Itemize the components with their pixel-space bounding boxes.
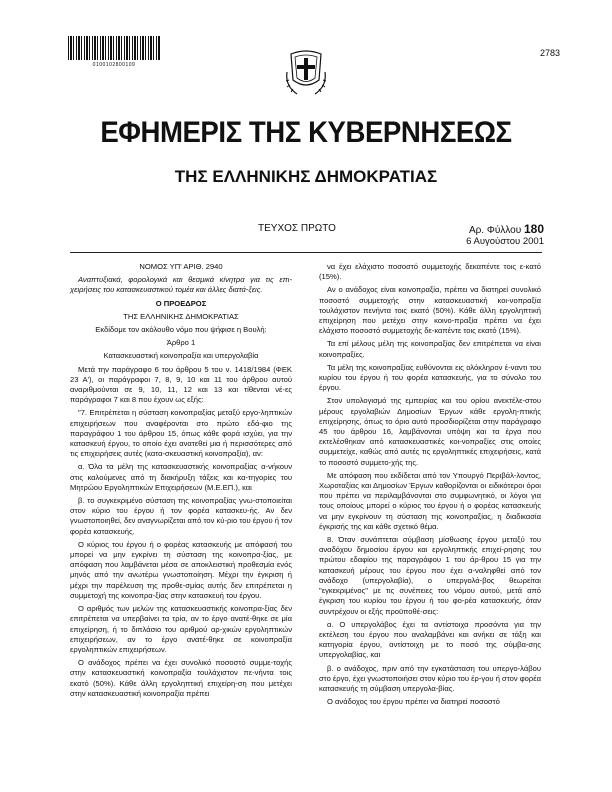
paragraph: Ο ΠΡΟΕΔΡΟΣ [155, 298, 207, 308]
issue-date: 6 Αυγούστου 2001 [466, 236, 544, 247]
paragraph: 8. Όταν συνάπτεται σύμβαση μίσθωσης έργου μεταξύ του αναδόχου δημοσίου έργου και εργοληπτικής επιχεί-ρησης του πρώτου εδαφίου της παραγράφου 1 του άρ-θρου 15 για την κατασκευή μέρους του έργου που έχει α-ναληφθεί από τον ανάδοχο (υπεργολαβία), ο υπεργολά-βος θεωρείται "εγκεκριμένος" με τις συνέπειες του νόμου αυτού, μετά από έγκριση του κυρίου του έργου ή του φο-ρέα κατασκευής, όταν συντρέχουν οι εξής προϋποθέ-σεις: [319, 535, 541, 616]
paragraph: Άρθρο 1 [166, 338, 196, 348]
paragraph: ΝΟΜΟΣ ΥΠ' ΑΡΙΘ. 2940 [139, 262, 223, 271]
paragraph: "7. Επιτρέπεται η σύσταση κοινοπραξίας μεταξύ εργο-ληπτικών επιχειρήσεων που αναφέρονται στο πρώτο εδά-φιο της παραγράφου 1 του άρθρου 15, όπως κάθε φορά ισχύει, για την κατασκευή έργου, το οποίο έχει ανατεθεί μια ή περισσότερες από τις επιχειρήσεις αυτές (κατα-σκευαστική κοινοπραξία), αν: [70, 408, 292, 459]
sheet-label: Αρ. Φύλλου [468, 225, 522, 236]
paragraph: Κατασκευαστική κοινοπραξία και υπεργολαβία [103, 351, 259, 361]
paragraph: Τα μέλη της κοινοπραξίας ευθύνονται εις ολόκληρον έ-ναντι του κυρίου του έργου ή του φορέα κατασκευής, για το σύνολο του έργου. [319, 362, 541, 393]
sheet-number: 180 [523, 222, 544, 236]
paragraph: να έχει ελάχιστο ποσοστό συμμετοχής δεκαπέντε τοις ε-κατό (15%). [319, 262, 541, 282]
paragraph: ΤΗΣ ΕΛΛΗΝΙΚΗΣ ΔΗΜΟΚΡΑΤΙΑΣ [123, 311, 239, 321]
masthead-subtitle: ΤΗΣ ΕΛΛΗΝΙΚΗΣ ΔΗΜΟΚΡΑΤΙΑΣ [174, 167, 438, 186]
paragraph: Τα επί μέλους μέλη της κοινοπραξίας δεν επιτρέπεται να είναι κοινοπραξίες. [319, 339, 541, 359]
issue-label: ΤΕΥΧΟΣ ΠΡΩΤΟ [258, 223, 336, 234]
barcode-number: 0100102800109 [92, 62, 136, 68]
sheet-number-label [469, 222, 544, 236]
page-number: 2783 [539, 48, 560, 58]
paragraph: Αναπτυξιακά, φορολογικά και θεσμικά κίνητρα για τις επι-χειρήσεις του κατασκευαστικού τομέα και άλλες διατά-ξεις. [70, 275, 292, 295]
paragraph: Μετά την παράγραφο 6 του άρθρου 5 του ν. 1418/1984 (ΦΕΚ 23 Α'), οι παράγραφοι 7, 8, 9, 10 και 11 του άρθρου αυτού αναριθμούνται σε 9, 10, 11, 12 και 13 και τίθενται νέ-ες παράγραφοι 7 και 8 που έχουν ως εξής: [70, 364, 292, 405]
paragraph: Ο ανάδοχος του έργου πρέπει να διατηρεί ποσοστό [327, 697, 500, 707]
paragraph: Στον υπολογισμό της εμπειρίας και του ορίου ανεκτέλε-στου μέρους εργολαβιών Δημοσίων Έργων κάθε εργολη-πτικής επιχείρησης, όπως το όριο αυτό προσδιορίζεται στην παράγραφο 45 του άρθρου 16, λαμβάνονται υπόψη και τα έργα που εκτελέσθηκαν από κατασκευαστικές κοι-νοπραξίες στις οποίες συμμετείχε, καθώς από αυτές τις εργοληπτικές επιχειρήσεις, κατά το ποσοστό συμμετο-χής της. [319, 396, 541, 467]
paragraph: α. Ο υπεργολάβος έχει τα αντίστοιχα προσόντα για την εκτέλεση του έργου που αναλαμβάνει και ανήκει σε τάξη και κατηγορία έργου, αντίστοιχη με το ποσό της σύμβα-σης υπεργολαβίας, και [319, 619, 541, 660]
left-column [70, 262, 292, 702]
header-divider [70, 252, 542, 253]
paragraph: Αν ο ανάδοχος είναι κοινοπραξία, πρέπει να διατηρεί συνολικό ποσοστό συμμετοχής στην κατασκευαστική κοι-νοπραξία τουλάχιστον πενήντα τοις εκατό (50%). Κάθε άλλη εργοληπτική επιχείρηση που μετέχει στην κοινο-πραξία πρέπει να έχει ελάχιστο ποσοστό συμμετοχής δε-καπέντε τοις εκατό (15%). [319, 285, 541, 336]
paragraph: β. ο ανάδοχος, πριν από την εγκατάσταση του υπεργο-λάβου στο έργο, έχει γνωστοποιήσει στον κύριο του έρ-γου ή στον φορέα κατασκευής τη σύμβαση υπεργολα-βίας. [319, 663, 541, 693]
barcode [68, 36, 160, 60]
paragraph: Με απόφαση που εκδίδεται από τον Υπουργό Περιβάλ-λοντος, Χωροταξίας και Δημοσίων Έργων καθορίζονται οι ειδικότεροι όροι που πρέπει να περιλαμβάνονται στο συμφωνητικό, οι λόγοι για τους οποίους μπορεί ο κύριος του έργου ή ο φορέας κατασκευής να μην εγκρίνουν τη σύσταση της κοινοπραξίας, η διαδικασία έγκρισής της και κάθε σχετικό θέμα. [319, 470, 541, 531]
paragraph: Ο αριθμός των μελών της κατασκευαστικής κοινοπρα-ξίας δεν επιτρέπεται να υπερβαίνει τα τρία, αν το έργο ανατέ-θηκε σε μία επιχείρηση, ή το διπλάσιο του αριθμού αρ-χικών εργοληπτικών επιχειρήσεων, αν το έργο ανατέ-θηκε σε κοινοπραξία εργοληπτικών επιχειρήσεων. [70, 604, 292, 654]
paragraph: Εκδίδομε τον ακόλουθο νόμο που ψήφισε η Βουλή: [95, 325, 267, 335]
right-column [319, 262, 541, 710]
greek-emblem-icon [283, 50, 329, 98]
paragraph: Ο ανάδοχος πρέπει να έχει συνολικό ποσοστό συμμε-τοχής στην κατασκευαστική κοινοπραξία τουλάχιστον πε-νήντα τοις εκατό (50%). Κάθε άλλη εργοληπτική επιχείρη-ση που μετέχει στην κατασκευαστική κοινοπραξία πρέπει [70, 658, 292, 698]
paragraph: α. Όλα τα μέλη της κατασκευαστικής κοινοπραξίας α-νήκουν στις καλούμενες από τη διακήρυξη τάξεις και κα-τηγορίες του Μητρώου Εργοληπτικών Επιχειρήσεων (Μ.Ε.ΕΠ.), και [70, 462, 292, 492]
masthead-title: ΕΦΗΜΕΡΙΣ ΤΗΣ ΚΥΒΕΡΝΗΣΕΩΣ [100, 116, 512, 149]
paragraph: β. το συγκεκριμένο σύσταση της κοινοπραξίας γνω-στοποιείται στον κύριο του έργου ή τον φορέα κατασκευ-ής. Αν δεν γνωστοποιηθεί, δεν αναγνωρίζεται από τον κύ-ριο του έργου ή τον φορέα κατασκευής. [70, 496, 292, 536]
paragraph: Ο κύριος του έργου ή ο φορέας κατασκευής με απόφασή του μπορεί να μην εγκρίνει τη σύσταση της κοινοπρα-ξίας, με απόφαση που λαμβάνεται μέσα σε αποκλειστική προθεσμία ενός μηνός από την ανωτέρω γνωστοποίηση. Μέχρι την έγκριση ή μέχρι την παρέλευση της προθε-σμίας αυτής δεν επιτρέπεται η συμμετοχή της κοινοπρα-ξίας στην κατασκευή του έργου. [70, 539, 292, 600]
